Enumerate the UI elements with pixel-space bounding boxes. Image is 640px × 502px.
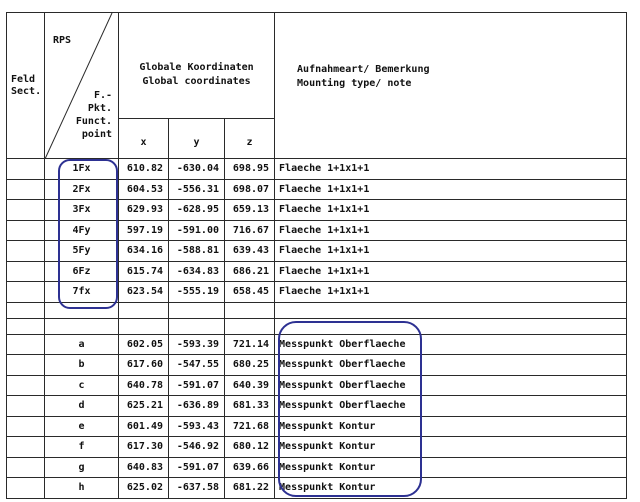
cell-z: 639.66 xyxy=(225,457,275,478)
cell-x: 629.93 xyxy=(119,200,169,221)
cell-point: 6Fz xyxy=(45,261,119,282)
cell-x: 617.30 xyxy=(119,437,169,458)
header-x: x xyxy=(119,119,169,159)
cell-note: Messpunkt Oberflaeche xyxy=(275,375,627,396)
cell-point: 1Fx xyxy=(45,159,119,180)
cell-x: 623.54 xyxy=(119,282,169,303)
table-row xyxy=(7,159,627,180)
table-row xyxy=(7,375,627,396)
table-row xyxy=(7,416,627,437)
cell-point: c xyxy=(45,375,119,396)
cell-y xyxy=(169,318,225,334)
cell-note: Flaeche 1+1x1+1 xyxy=(275,282,627,303)
header-z: z xyxy=(225,119,275,159)
cell-field xyxy=(7,179,45,200)
header-rps-label: RPS xyxy=(53,35,72,46)
cell-field xyxy=(7,478,45,499)
cell-y: -591.07 xyxy=(169,457,225,478)
cell-x: 640.78 xyxy=(119,375,169,396)
table-row xyxy=(7,200,627,221)
cell-point: g xyxy=(45,457,119,478)
cell-x xyxy=(119,318,169,334)
cell-x: 615.74 xyxy=(119,261,169,282)
cell-z: 716.67 xyxy=(225,220,275,241)
cell-z xyxy=(225,318,275,334)
header-pkt-line1: F.- xyxy=(93,90,112,101)
cell-note xyxy=(275,302,627,318)
cell-x xyxy=(119,302,169,318)
cell-field xyxy=(7,457,45,478)
cell-y: -593.43 xyxy=(169,416,225,437)
header-global-line2: Global coordinates xyxy=(142,76,251,87)
table-row xyxy=(7,261,627,282)
cell-field xyxy=(7,375,45,396)
header-note-line2: Mounting type/ note xyxy=(297,78,412,89)
cell-point: e xyxy=(45,416,119,437)
header-y: y xyxy=(169,119,225,159)
cell-point: d xyxy=(45,396,119,417)
cell-note xyxy=(275,318,627,334)
cell-note: Messpunkt Kontur xyxy=(275,478,627,499)
cell-point: 3Fx xyxy=(45,200,119,221)
table-row xyxy=(7,437,627,458)
cell-point: 7fx xyxy=(45,282,119,303)
header-rps-point xyxy=(45,13,119,159)
cell-field xyxy=(7,416,45,437)
table-row xyxy=(7,220,627,241)
cell-point: 4Fy xyxy=(45,220,119,241)
header-sect-label: Sect. xyxy=(11,85,42,97)
table-row xyxy=(7,241,627,262)
cell-y: -637.58 xyxy=(169,478,225,499)
cell-z: 640.39 xyxy=(225,375,275,396)
header-feld-label: Feld xyxy=(11,73,36,85)
header-pkt-line4: point xyxy=(81,129,112,140)
cell-z: 659.13 xyxy=(225,200,275,221)
cell-note: Flaeche 1+1x1+1 xyxy=(275,200,627,221)
cell-note: Flaeche 1+1x1+1 xyxy=(275,179,627,200)
cell-y: -547.55 xyxy=(169,355,225,376)
cell-y: -591.07 xyxy=(169,375,225,396)
cell-x: 602.05 xyxy=(119,334,169,355)
cell-y: -593.39 xyxy=(169,334,225,355)
table-row xyxy=(7,318,627,334)
cell-z xyxy=(225,302,275,318)
header-mounting-note xyxy=(275,13,627,159)
cell-point xyxy=(45,318,119,334)
cell-note: Messpunkt Kontur xyxy=(275,437,627,458)
cell-z: 658.45 xyxy=(225,282,275,303)
cell-note: Messpunkt Oberflaeche xyxy=(275,334,627,355)
cell-z: 721.14 xyxy=(225,334,275,355)
cell-x: 604.53 xyxy=(119,179,169,200)
cell-x: 640.83 xyxy=(119,457,169,478)
table-row xyxy=(7,179,627,200)
table-row xyxy=(7,457,627,478)
cell-z: 698.95 xyxy=(225,159,275,180)
cell-field xyxy=(7,241,45,262)
coordinate-table xyxy=(6,12,627,499)
cell-y: -556.31 xyxy=(169,179,225,200)
cell-field xyxy=(7,396,45,417)
cell-field xyxy=(7,334,45,355)
cell-y: -591.00 xyxy=(169,220,225,241)
cell-point: b xyxy=(45,355,119,376)
cell-note: Messpunkt Kontur xyxy=(275,416,627,437)
cell-z: 698.07 xyxy=(225,179,275,200)
cell-x: 617.60 xyxy=(119,355,169,376)
cell-x: 625.02 xyxy=(119,478,169,499)
cell-note: Messpunkt Oberflaeche xyxy=(275,355,627,376)
cell-x: 601.49 xyxy=(119,416,169,437)
cell-field xyxy=(7,261,45,282)
cell-field xyxy=(7,355,45,376)
cell-field xyxy=(7,200,45,221)
cell-note: Flaeche 1+1x1+1 xyxy=(275,159,627,180)
cell-z: 680.25 xyxy=(225,355,275,376)
cell-note: Flaeche 1+1x1+1 xyxy=(275,241,627,262)
header-pkt-line3: Funct. xyxy=(75,116,112,127)
table-row xyxy=(7,282,627,303)
cell-z: 680.12 xyxy=(225,437,275,458)
table-row xyxy=(7,478,627,499)
cell-x: 597.19 xyxy=(119,220,169,241)
cell-y xyxy=(169,302,225,318)
header-global-coordinates xyxy=(119,13,275,119)
cell-x: 625.21 xyxy=(119,396,169,417)
cell-field xyxy=(7,220,45,241)
cell-z: 639.43 xyxy=(225,241,275,262)
table-row xyxy=(7,302,627,318)
cell-y: -555.19 xyxy=(169,282,225,303)
cell-field xyxy=(7,318,45,334)
cell-z: 681.22 xyxy=(225,478,275,499)
cell-point: h xyxy=(45,478,119,499)
cell-point xyxy=(45,302,119,318)
cell-x: 634.16 xyxy=(119,241,169,262)
cell-note: Flaeche 1+1x1+1 xyxy=(275,220,627,241)
cell-y: -546.92 xyxy=(169,437,225,458)
header-global-line1: Globale Koordinaten xyxy=(139,62,254,73)
header-note-line1: Aufnahmeart/ Bemerkung xyxy=(297,64,430,75)
cell-point: 2Fx xyxy=(45,179,119,200)
table-row xyxy=(7,355,627,376)
cell-y: -636.89 xyxy=(169,396,225,417)
cell-z: 681.33 xyxy=(225,396,275,417)
cell-y: -588.81 xyxy=(169,241,225,262)
cell-note: Messpunkt Kontur xyxy=(275,457,627,478)
cell-field xyxy=(7,437,45,458)
table-row xyxy=(7,334,627,355)
table-row xyxy=(7,396,627,417)
cell-point: a xyxy=(45,334,119,355)
cell-field xyxy=(7,159,45,180)
cell-x: 610.82 xyxy=(119,159,169,180)
cell-field xyxy=(7,282,45,303)
cell-note: Messpunkt Oberflaeche xyxy=(275,396,627,417)
cell-z: 721.68 xyxy=(225,416,275,437)
header-function-point-label xyxy=(76,89,112,141)
cell-point: 5Fy xyxy=(45,241,119,262)
coordinate-table-document xyxy=(6,12,626,494)
header-field-section xyxy=(7,13,45,159)
cell-y: -630.04 xyxy=(169,159,225,180)
cell-y: -634.83 xyxy=(169,261,225,282)
cell-field xyxy=(7,302,45,318)
cell-note: Flaeche 1+1x1+1 xyxy=(275,261,627,282)
cell-point: f xyxy=(45,437,119,458)
header-pkt-line2: Pkt. xyxy=(87,103,112,114)
cell-z: 686.21 xyxy=(225,261,275,282)
cell-y: -628.95 xyxy=(169,200,225,221)
